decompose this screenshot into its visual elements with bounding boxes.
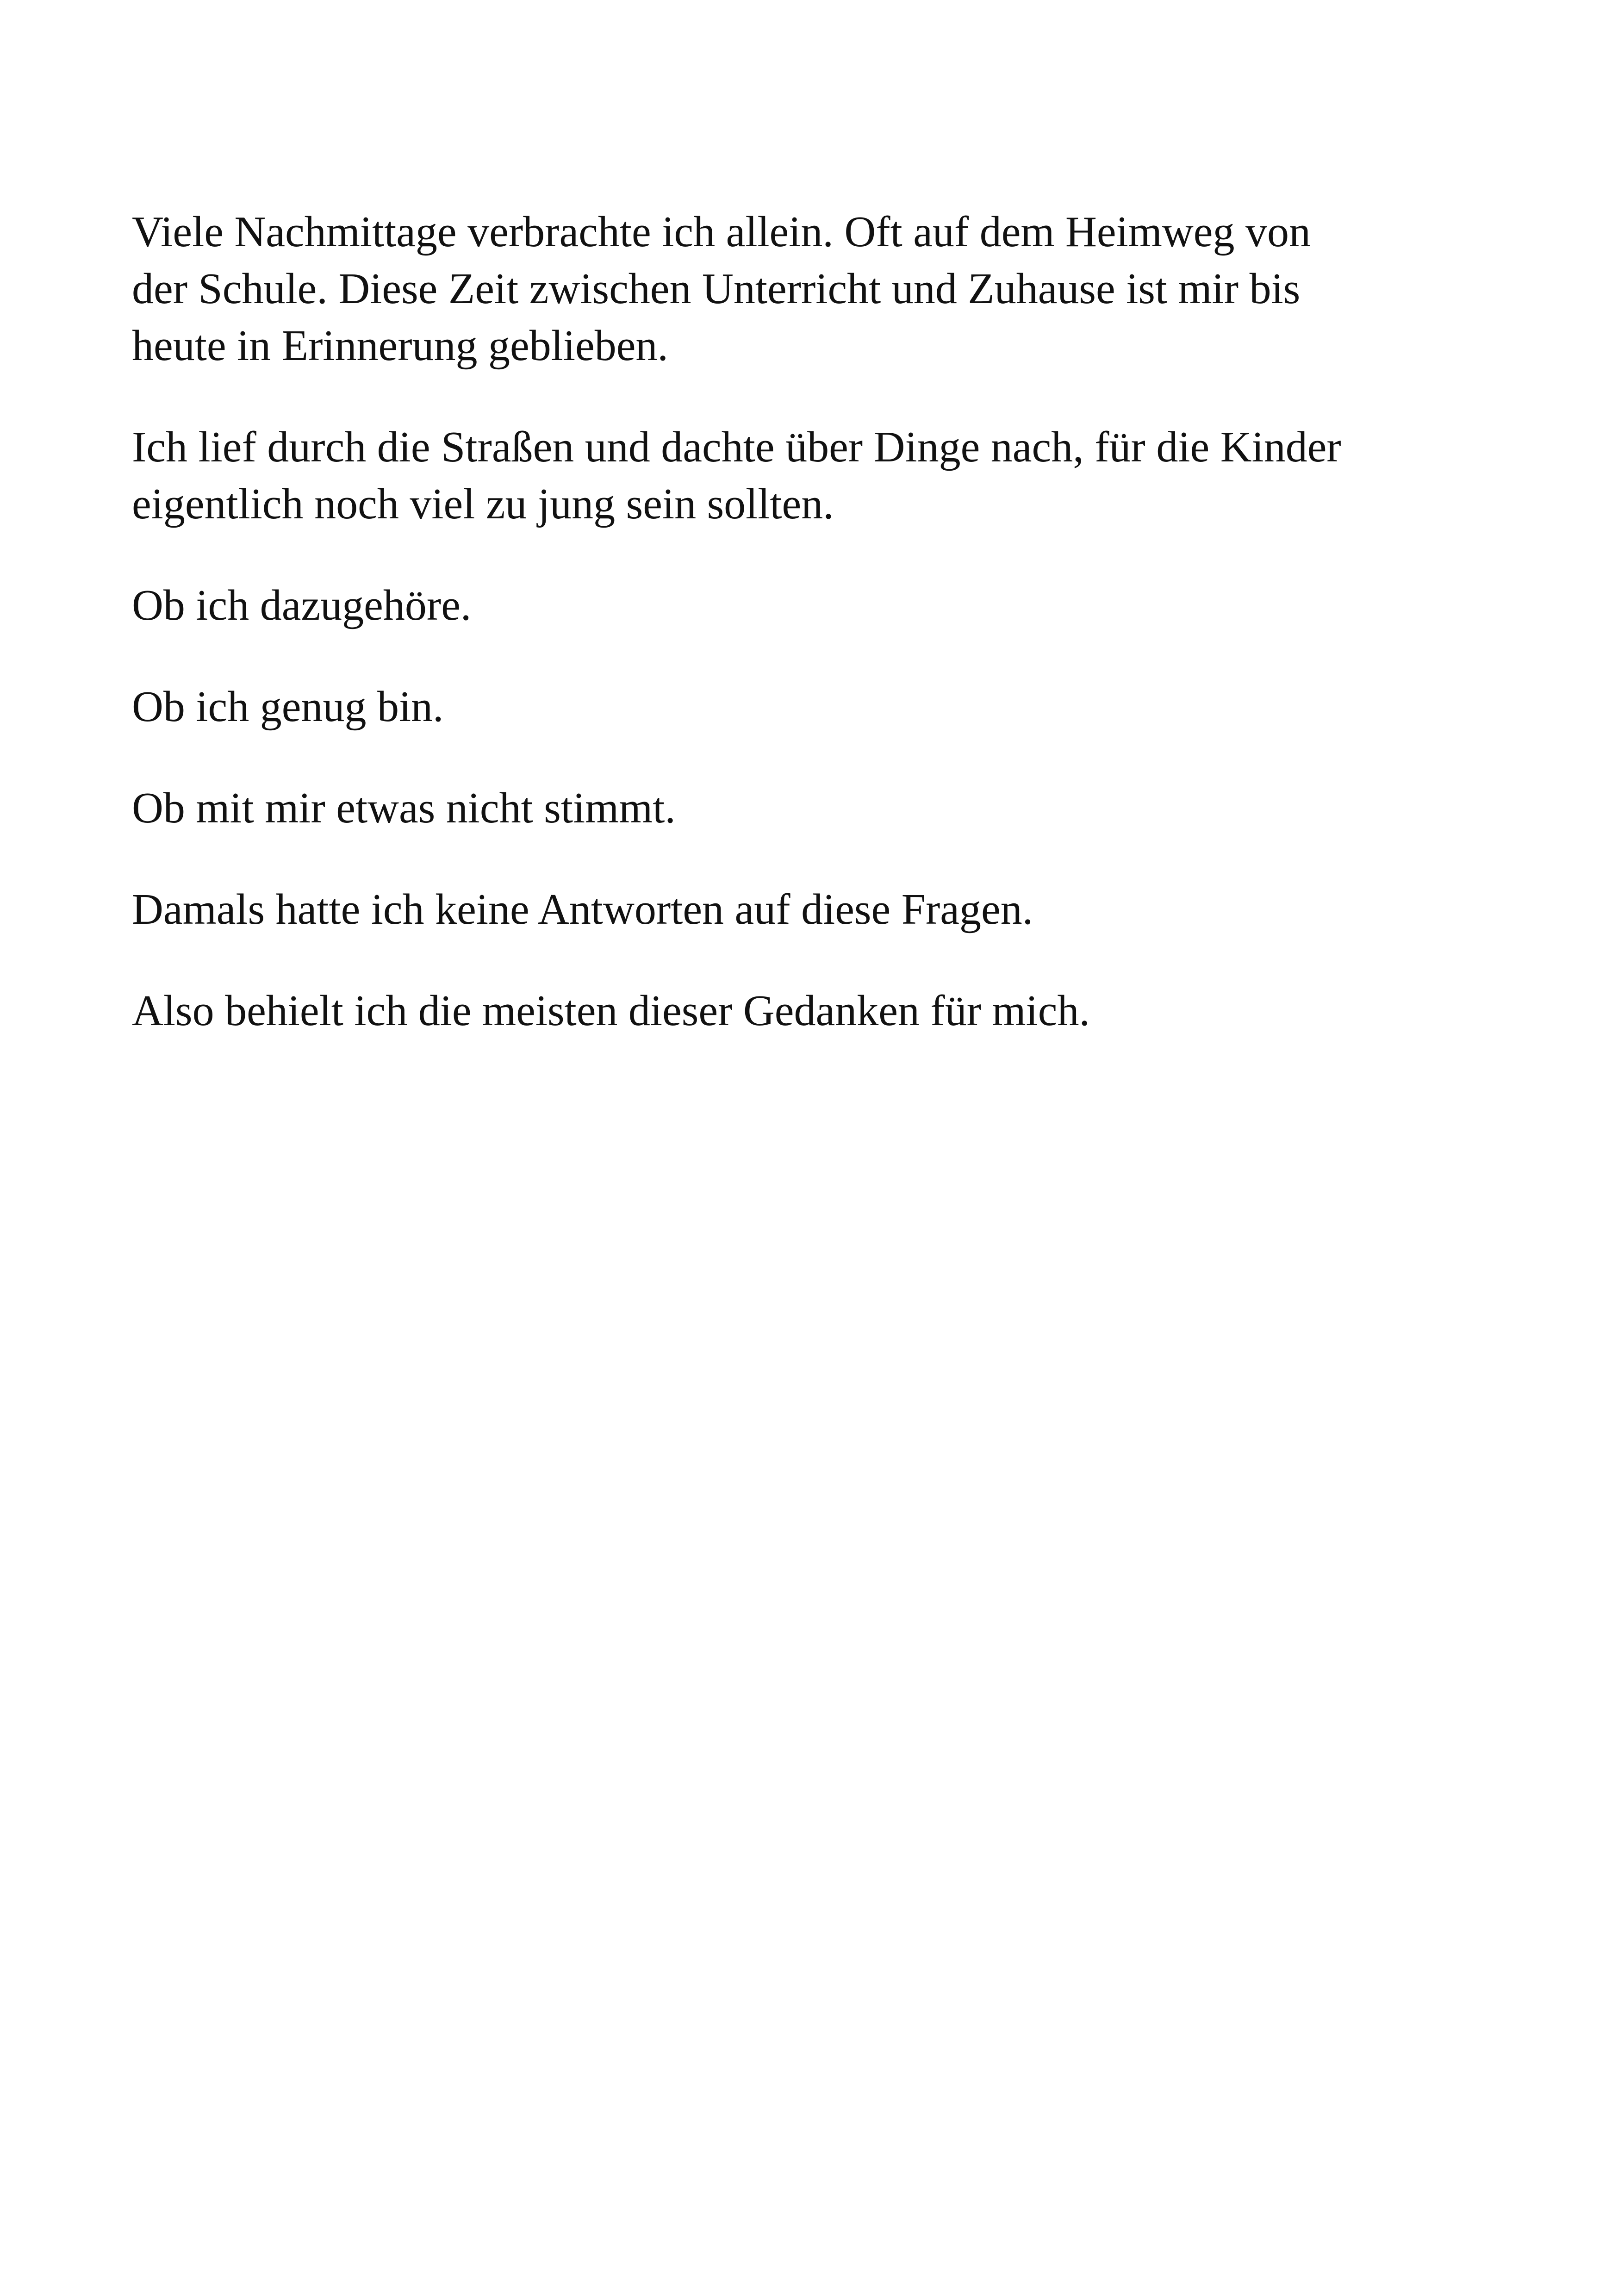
text-line: eigentlich noch viel zu jung sein sollten. [132,480,834,528]
document-text [132,204,1497,1084]
paragraph [132,419,1497,533]
text-line: Viele Nachmittage verbrachte ich allein. Oft auf dem Heimweg von [132,208,1311,256]
text-line: Also behielt ich die meisten dieser Gedanken für mich. [132,987,1090,1035]
text-line: heute in Erinnerung geblieben. [132,322,668,370]
text-line: Damals hatte ich keine Antworten auf diese Fragen. [132,885,1033,933]
paragraph [132,983,1497,1039]
text-line: Ob ich genug bin. [132,683,444,731]
text-line: Ich lief durch die Straßen und dachte über Dinge nach, für die Kinder [132,423,1341,471]
paragraph [132,577,1497,634]
paragraph [132,204,1497,374]
paragraph [132,881,1497,938]
paragraph [132,780,1497,837]
text-line: Ob mit mir etwas nicht stimmt. [132,784,676,832]
text-line: Ob ich dazugehöre. [132,581,472,629]
text-line: der Schule. Diese Zeit zwischen Unterricht und Zuhause ist mir bis [132,265,1301,313]
paragraph [132,678,1497,735]
